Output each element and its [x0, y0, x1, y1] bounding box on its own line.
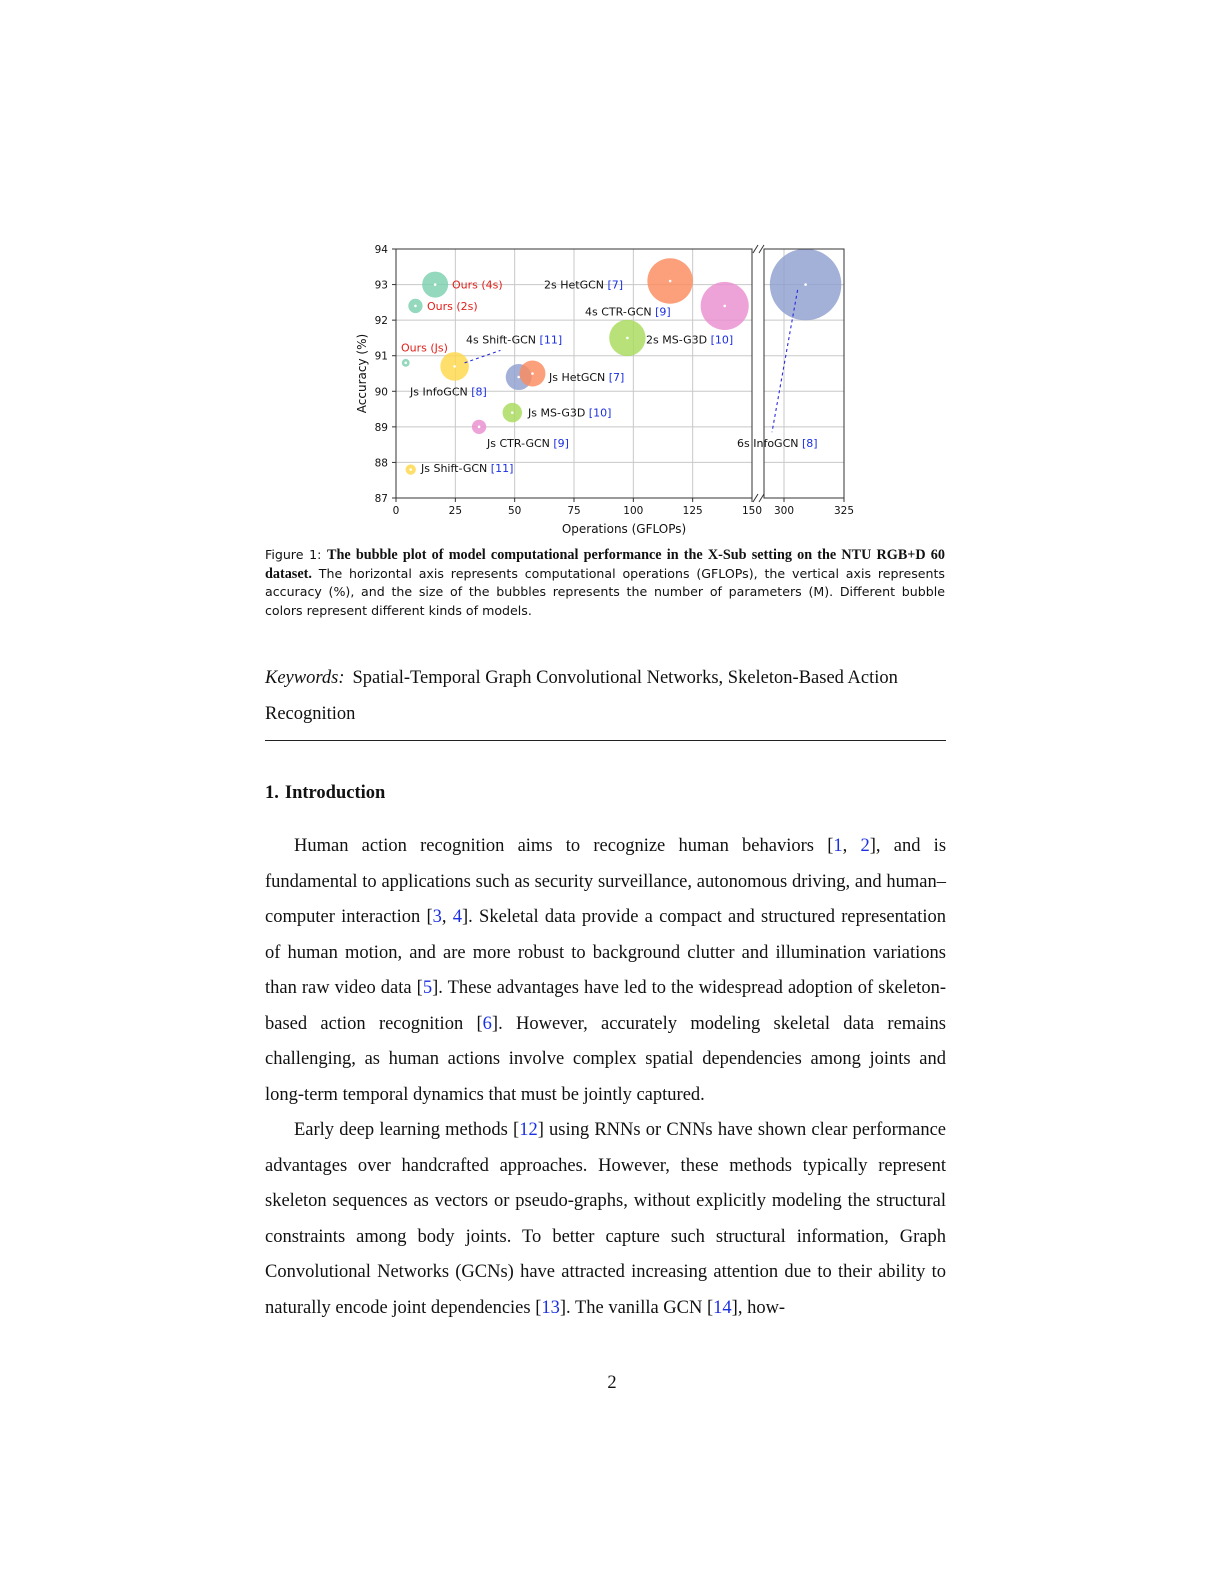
x-tick-label: 100 — [623, 505, 644, 517]
x-tick-label: 125 — [682, 505, 703, 517]
citation-link[interactable]: 12 — [519, 1120, 538, 1140]
bubble-center — [804, 283, 807, 286]
bubble-label-text: Ours (2s) — [427, 299, 478, 313]
x-tick-label: 300 — [773, 505, 795, 517]
bubble-label-ref: [7] — [605, 371, 625, 385]
bubble-center — [517, 376, 520, 379]
text-run: ]. However, accurately modeling skeletal data remains challenging, as human actions involve complex spatial dependencies among joints and long-term temporal dynamics that must be jointly captured. — [265, 1013, 946, 1105]
bubble-center — [723, 305, 726, 308]
x-tick-label: 0 — [392, 505, 400, 517]
text-run: Early deep learning methods [ — [294, 1120, 520, 1140]
bubble-label-text: 6s InfoGCN — [737, 436, 799, 450]
bubble-label-ref: [11] — [536, 333, 563, 347]
leader-line — [465, 350, 501, 362]
text-run: , — [441, 907, 453, 927]
text-run: ]. Skeletal data provide a compact and structured representation of human motion, and are more robust to background clutter and illumination variations than raw video data [ — [265, 907, 946, 998]
bubble-label — [486, 437, 569, 450]
keywords-text: Spatial-Temporal Graph Convolutional Networks, Skeleton-Based Action Recognition — [265, 668, 898, 724]
bubble-label — [585, 305, 671, 318]
text-run: , — [842, 836, 861, 856]
bubble-label-text: 2s MS-G3D — [646, 333, 708, 347]
text-run: Human action recognition aims to recognize human behaviors [ — [294, 836, 834, 856]
x-tick-label: 150 — [741, 505, 763, 517]
bubble-label-ref: [9] — [651, 305, 671, 319]
text-run: ], and is fundamental to applications such as security surveillance, autonomous driving, and human–computer interaction [ — [265, 836, 947, 927]
bubble-center — [404, 362, 407, 365]
bubble-label — [737, 437, 818, 450]
y-tick-label: 94 — [374, 244, 388, 256]
citation-link[interactable]: 14 — [713, 1297, 732, 1318]
bubble-center — [478, 426, 481, 429]
paragraph-2 — [265, 1113, 946, 1326]
caption-bold: The bubble plot of model computational performance in the X-Sub setting on the NTU RGB+D 60 dataset. — [265, 547, 945, 582]
bubble-label-text: Js HetGCN — [549, 371, 606, 385]
x-tick-label: 25 — [448, 505, 463, 517]
y-tick-label: 93 — [374, 279, 388, 292]
citation-link[interactable]: 4 — [452, 907, 462, 927]
page-number: 2 — [607, 1373, 617, 1393]
y-tick-label: 90 — [374, 386, 388, 399]
bubble-label-text: Ours (Js) — [401, 341, 448, 355]
bubble-label-text: 2s HetGCN — [544, 278, 605, 292]
y-tick-label: 92 — [374, 315, 388, 328]
citation-link[interactable]: 1 — [833, 836, 843, 856]
text-run: ]. These advantages have led to the widespread adoption of skeleton-based action recognition [ — [265, 978, 946, 1034]
bubble-label-text: Js MS-G3D — [528, 406, 586, 420]
text-run: ], how- — [731, 1297, 786, 1318]
y-tick-label: 89 — [374, 421, 388, 434]
text-run: ] using RNNs or CNNs have shown clear performance advantages over handcrafted approaches. However, these methods typically represent skeleton sequences as vectors or pseudo-graphs, without explicitly modeling the structural constraints among body joints. To better capture such structural information, Graph Convolutional Networks (GCNs) have attracted increasing attention due to their ability to naturally encode joint dependencies [ — [265, 1120, 947, 1318]
bubble-center — [409, 468, 412, 471]
bubble-label — [401, 342, 448, 355]
caption-label: Figure 1: — [265, 547, 322, 562]
bubble-chart — [340, 236, 880, 546]
bubble-label-text: 4s Shift-GCN — [466, 333, 537, 347]
citation-link[interactable]: 13 — [541, 1297, 560, 1318]
citation-link[interactable]: 6 — [482, 1013, 492, 1034]
bubble-label-ref: [8] — [467, 385, 487, 399]
bubble-center — [626, 337, 629, 340]
bubble-label — [646, 334, 733, 347]
section-title: Introduction — [284, 783, 386, 803]
bubble-center — [511, 411, 514, 414]
x-tick-label: 325 — [833, 505, 855, 517]
y-tick-label: 88 — [374, 457, 388, 470]
bubble-label-ref: [9] — [549, 436, 569, 450]
section-heading — [265, 783, 391, 804]
bubble-label-ref: [10] — [585, 406, 612, 420]
x-axis-title: Operations (GFLOPs) — [561, 522, 687, 536]
section-number: 1. — [265, 783, 279, 803]
y-tick-label: 91 — [374, 350, 388, 363]
x-tick-label: 75 — [567, 505, 581, 517]
bubble-label — [427, 300, 478, 313]
bubble-label — [420, 462, 513, 475]
bubble-label — [548, 371, 624, 384]
text-run: ]. The vanilla GCN [ — [559, 1297, 714, 1318]
bubble-label-text: Ours (4s) — [452, 278, 503, 292]
citation-link[interactable]: 2 — [860, 836, 870, 856]
bubble-label-text: Js InfoGCN — [410, 385, 468, 399]
bubble-label-ref: [10] — [707, 333, 734, 347]
bubble-chart-svg — [340, 236, 880, 546]
x-tick-label: 50 — [507, 505, 522, 517]
divider — [265, 740, 946, 741]
bubble-center — [453, 365, 456, 368]
bubble-label — [466, 333, 562, 346]
bubble-center — [434, 283, 437, 286]
bubble-label-text: Js Shift-GCN — [421, 461, 488, 475]
y-tick-label: 87 — [374, 493, 388, 505]
bubble-center — [414, 305, 417, 308]
bubble-label — [527, 407, 611, 420]
bubble-label — [409, 385, 487, 398]
keywords — [265, 660, 945, 732]
bubble-center — [531, 372, 534, 375]
figure-caption — [265, 546, 945, 620]
citation-link[interactable]: 5 — [422, 978, 433, 998]
bubble-label-ref: [7] — [604, 278, 624, 292]
body-text — [265, 829, 946, 1326]
y-axis-title: Accuracy (%) — [355, 333, 369, 414]
bubble-center — [669, 280, 672, 283]
bubble-label-text: Js CTR-GCN — [487, 436, 550, 450]
caption-text: The horizontal axis represents computational operations (GFLOPs), the vertical axis represents accuracy (%), and the size of the bubbles represents the number of parameters (M). Different bubble colors represent different kinds of models. — [265, 565, 945, 618]
bubble-label-ref: [8] — [798, 436, 818, 450]
bubble-label-text: 4s CTR-GCN — [585, 305, 652, 319]
citation-link[interactable]: 3 — [432, 907, 442, 927]
bubble-label — [452, 279, 503, 292]
paragraph-1 — [265, 829, 946, 1113]
bubble-label — [544, 279, 623, 292]
bubble-label-ref: [11] — [487, 461, 514, 475]
keywords-label: Keywords: — [265, 668, 345, 688]
